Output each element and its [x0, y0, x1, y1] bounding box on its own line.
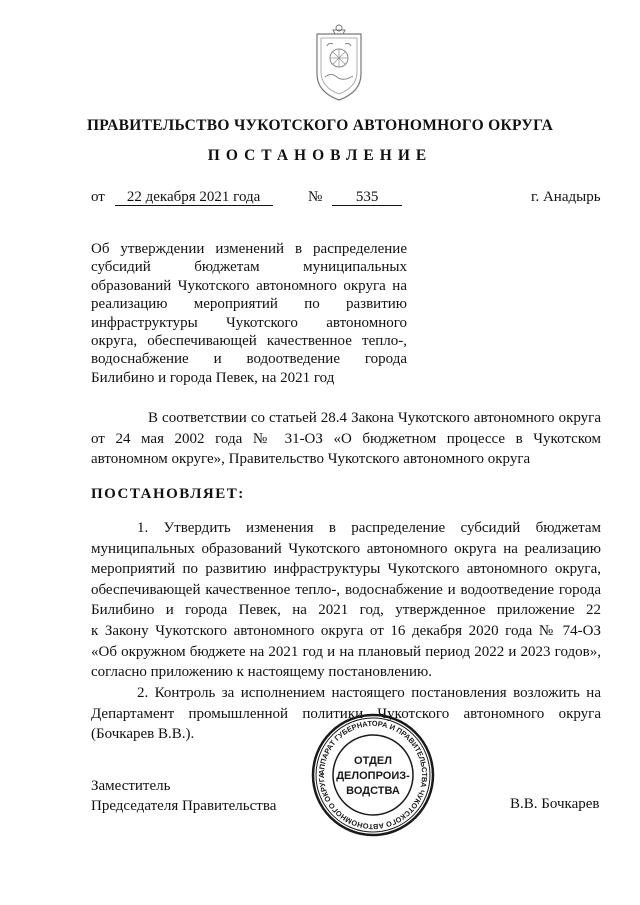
stamp-outer-text: АППАРАТ ГУБЕРНАТОРА И ПРАВИТЕЛЬСТВА ЧУКОТСКОГО АВТОНОМНОГО ОКРУГА [316, 718, 430, 832]
office-stamp [310, 712, 436, 838]
number-value: 535 [332, 189, 402, 206]
item-1-paragraph [91, 518, 601, 683]
stamp-inner-line: ВОДСТВА [346, 785, 400, 797]
preamble-line: В соответствии со статьей 28.4 Закона Чукотского автономного округа [148, 410, 601, 426]
stamp-inner-line: ОТДЕЛ [354, 755, 392, 767]
coat-of-arms-icon [303, 22, 375, 106]
subject-line: образований Чукотского автономного округа на [91, 277, 407, 294]
item-1-line: к Закону Чукотского автономного округа от 16 декабря 2020 года № 74-ОЗ [91, 622, 601, 639]
subject-line: водоснабжение и водоотведение города [91, 351, 407, 368]
item-1-line: 1. Утвердить изменения в распределение субсидий бюджетам [137, 520, 601, 536]
signatory-name: В.В. Бочкарев [510, 796, 600, 812]
resolve-heading: ПОСТАНОВЛЯЕТ: [91, 486, 245, 502]
city: г. Анадырь [531, 189, 601, 205]
document-type: ПОСТАНОВЛЕНИЕ [207, 147, 433, 164]
item-2-line: (Бочкарев В.В.). [91, 726, 195, 743]
preamble-paragraph [91, 408, 601, 470]
subject-line: округа, обеспечивающей качественное тепло-, [91, 333, 407, 350]
document-subject [91, 240, 407, 387]
subject-line: реализацию мероприятий по развитию [91, 296, 407, 313]
item-2-line: Департамент промышленной политики Чукотского автономного округа [91, 705, 601, 722]
stamp-inner-line: ДЕЛОПРОИЗ- [336, 770, 410, 782]
subject-line: инфраструктуры Чукотского автономного [91, 314, 407, 331]
item-1-line: муниципальных образований Чукотского автономного округа на реализацию [91, 540, 601, 557]
signatory-position-line: Заместитель [91, 778, 171, 794]
item-1-line: обеспечивающей качественное тепло-, водоснабжение и водоотведение города [91, 581, 601, 598]
date-field [91, 189, 273, 206]
item-1-line: «Об окружном бюджете на 2021 год и на плановый период 2022 и 2023 годов», [91, 643, 601, 660]
signatory-position [91, 776, 276, 816]
item-1-line: Билибино и города Певек, на 2021 год, утвержденное приложение 22 [91, 602, 601, 619]
signatory-position-line: Председателя Правительства [91, 798, 277, 814]
government-title: ПРАВИТЕЛЬСТВО ЧУКОТСКОГО АВТОНОМНОГО ОКРУГА [86, 117, 554, 134]
date-value: 22 декабря 2021 года [115, 189, 273, 206]
subject-line: субсидий бюджетам муниципальных [91, 259, 407, 276]
preamble-line: от 24 мая 2002 года № 31-ОЗ «О бюджетном процессе в Чукотском [91, 430, 601, 447]
subject-line: Билибино и города Певек, на 2021 год [91, 369, 335, 386]
item-1-line: согласно приложению к настоящему постановлению. [91, 664, 432, 681]
item-1-line: мероприятий по развитию инфраструктуры Чукотского автономного округа, [91, 561, 601, 578]
number-prefix: № [308, 189, 323, 205]
item-2-line: 2. Контроль за исполнением настоящего постановления возложить на [137, 685, 601, 701]
preamble-line: автономном округе», Правительство Чукотского автономного округа [91, 451, 531, 468]
subject-line: Об утверждении изменений в распределение [91, 241, 407, 257]
number-field [308, 189, 402, 206]
date-prefix: от [91, 189, 105, 205]
